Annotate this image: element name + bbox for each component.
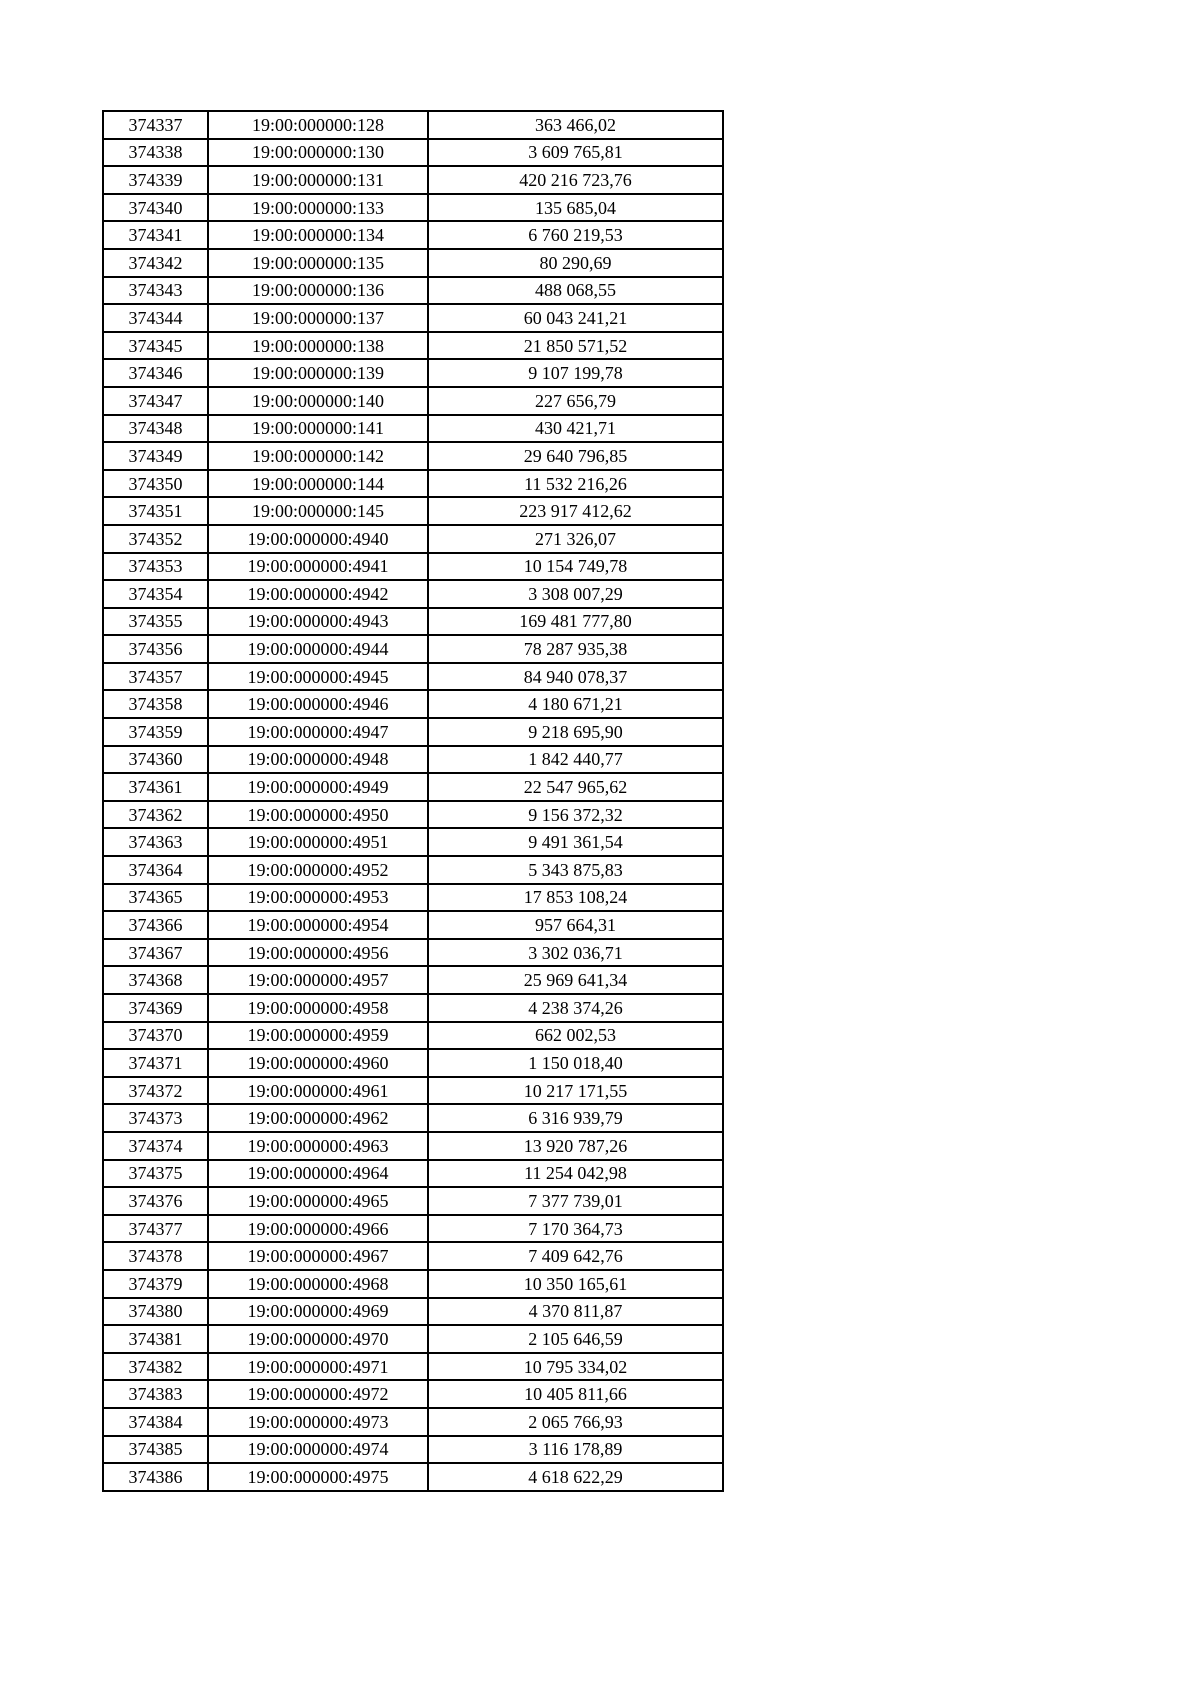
row-number-cell: 374361 — [103, 773, 208, 801]
amount-cell: 21 850 571,52 — [428, 332, 723, 360]
cadastral-number-cell: 19:00:000000:4941 — [208, 553, 428, 581]
cadastral-number-cell: 19:00:000000:141 — [208, 415, 428, 443]
row-number-cell: 374384 — [103, 1408, 208, 1436]
cadastral-number-cell: 19:00:000000:139 — [208, 359, 428, 387]
cadastral-number-cell: 19:00:000000:4954 — [208, 911, 428, 939]
amount-cell: 13 920 787,26 — [428, 1132, 723, 1160]
amount-cell: 10 405 811,66 — [428, 1380, 723, 1408]
cadastral-number-cell: 19:00:000000:4975 — [208, 1463, 428, 1491]
row-number-cell: 374372 — [103, 1077, 208, 1105]
row-number-cell: 374346 — [103, 359, 208, 387]
table-row — [103, 1022, 723, 1050]
table-row — [103, 1463, 723, 1491]
row-number-cell: 374374 — [103, 1132, 208, 1160]
table-row — [103, 1215, 723, 1243]
cadastral-number-cell: 19:00:000000:137 — [208, 304, 428, 332]
row-number-cell: 374385 — [103, 1436, 208, 1464]
table-row — [103, 1270, 723, 1298]
table-row — [103, 304, 723, 332]
cadastral-number-cell: 19:00:000000:4953 — [208, 884, 428, 912]
row-number-cell: 374347 — [103, 387, 208, 415]
table-row — [103, 221, 723, 249]
table-row — [103, 194, 723, 222]
row-number-cell: 374379 — [103, 1270, 208, 1298]
cadastral-number-cell: 19:00:000000:4946 — [208, 690, 428, 718]
table-row — [103, 1380, 723, 1408]
row-number-cell: 374350 — [103, 470, 208, 498]
cadastral-number-cell: 19:00:000000:4966 — [208, 1215, 428, 1243]
table-row — [103, 166, 723, 194]
cadastral-number-cell: 19:00:000000:4967 — [208, 1242, 428, 1270]
cadastral-number-cell: 19:00:000000:4964 — [208, 1160, 428, 1188]
table-row — [103, 553, 723, 581]
amount-cell: 5 343 875,83 — [428, 856, 723, 884]
table-row — [103, 525, 723, 553]
cadastral-number-cell: 19:00:000000:4959 — [208, 1022, 428, 1050]
cadastral-number-cell: 19:00:000000:4945 — [208, 663, 428, 691]
amount-cell: 1 150 018,40 — [428, 1049, 723, 1077]
table-row — [103, 856, 723, 884]
table-row — [103, 1187, 723, 1215]
cadastral-number-cell: 19:00:000000:4948 — [208, 746, 428, 774]
table-row — [103, 111, 723, 139]
row-number-cell: 374343 — [103, 277, 208, 305]
amount-cell: 6 316 939,79 — [428, 1104, 723, 1132]
cadastral-number-cell: 19:00:000000:4947 — [208, 718, 428, 746]
row-number-cell: 374371 — [103, 1049, 208, 1077]
table-row — [103, 608, 723, 636]
table-row — [103, 1298, 723, 1326]
row-number-cell: 374380 — [103, 1298, 208, 1326]
amount-cell: 4 618 622,29 — [428, 1463, 723, 1491]
row-number-cell: 374376 — [103, 1187, 208, 1215]
row-number-cell: 374356 — [103, 635, 208, 663]
cadastral-number-cell: 19:00:000000:4944 — [208, 635, 428, 663]
cadastral-number-cell: 19:00:000000:142 — [208, 442, 428, 470]
table-row — [103, 966, 723, 994]
amount-cell: 4 370 811,87 — [428, 1298, 723, 1326]
amount-cell: 78 287 935,38 — [428, 635, 723, 663]
table-row — [103, 746, 723, 774]
row-number-cell: 374386 — [103, 1463, 208, 1491]
amount-cell: 4 180 671,21 — [428, 690, 723, 718]
amount-cell: 223 917 412,62 — [428, 497, 723, 525]
table-row — [103, 690, 723, 718]
table-row — [103, 359, 723, 387]
cadastral-number-cell: 19:00:000000:4961 — [208, 1077, 428, 1105]
table-row — [103, 1436, 723, 1464]
table-row — [103, 139, 723, 167]
row-number-cell: 374382 — [103, 1353, 208, 1381]
cadastral-number-cell: 19:00:000000:4968 — [208, 1270, 428, 1298]
amount-cell: 22 547 965,62 — [428, 773, 723, 801]
row-number-cell: 374353 — [103, 553, 208, 581]
row-number-cell: 374362 — [103, 801, 208, 829]
amount-cell: 80 290,69 — [428, 249, 723, 277]
amount-cell: 60 043 241,21 — [428, 304, 723, 332]
amount-cell: 2 105 646,59 — [428, 1325, 723, 1353]
cadastral-number-cell: 19:00:000000:4957 — [208, 966, 428, 994]
cadastral-number-cell: 19:00:000000:4956 — [208, 939, 428, 967]
cadastral-number-cell: 19:00:000000:4940 — [208, 525, 428, 553]
amount-cell: 10 350 165,61 — [428, 1270, 723, 1298]
row-number-cell: 374381 — [103, 1325, 208, 1353]
cadastral-number-cell: 19:00:000000:4949 — [208, 773, 428, 801]
row-number-cell: 374363 — [103, 828, 208, 856]
row-number-cell: 374367 — [103, 939, 208, 967]
row-number-cell: 374375 — [103, 1160, 208, 1188]
cadastral-number-cell: 19:00:000000:4974 — [208, 1436, 428, 1464]
table-row — [103, 828, 723, 856]
amount-cell: 6 760 219,53 — [428, 221, 723, 249]
row-number-cell: 374342 — [103, 249, 208, 277]
table-row — [103, 773, 723, 801]
table-row — [103, 911, 723, 939]
table-row — [103, 939, 723, 967]
amount-cell: 3 609 765,81 — [428, 139, 723, 167]
row-number-cell: 374349 — [103, 442, 208, 470]
row-number-cell: 374366 — [103, 911, 208, 939]
amount-cell: 363 466,02 — [428, 111, 723, 139]
row-number-cell: 374351 — [103, 497, 208, 525]
table-row — [103, 1132, 723, 1160]
amount-cell: 9 156 372,32 — [428, 801, 723, 829]
amount-cell: 169 481 777,80 — [428, 608, 723, 636]
cadastral-number-cell: 19:00:000000:131 — [208, 166, 428, 194]
amount-cell: 10 217 171,55 — [428, 1077, 723, 1105]
table-row — [103, 635, 723, 663]
row-number-cell: 374354 — [103, 580, 208, 608]
cadastral-number-cell: 19:00:000000:4969 — [208, 1298, 428, 1326]
row-number-cell: 374358 — [103, 690, 208, 718]
table-row — [103, 249, 723, 277]
row-number-cell: 374368 — [103, 966, 208, 994]
table-row — [103, 1325, 723, 1353]
row-number-cell: 374344 — [103, 304, 208, 332]
amount-cell: 84 940 078,37 — [428, 663, 723, 691]
cadastral-number-cell: 19:00:000000:130 — [208, 139, 428, 167]
amount-cell: 488 068,55 — [428, 277, 723, 305]
cadastral-number-cell: 19:00:000000:4958 — [208, 994, 428, 1022]
table-row — [103, 1353, 723, 1381]
table-row — [103, 387, 723, 415]
row-number-cell: 374357 — [103, 663, 208, 691]
amount-cell: 9 218 695,90 — [428, 718, 723, 746]
cadastral-number-cell: 19:00:000000:138 — [208, 332, 428, 360]
cadastral-number-cell: 19:00:000000:136 — [208, 277, 428, 305]
row-number-cell: 374339 — [103, 166, 208, 194]
cadastral-number-cell: 19:00:000000:4972 — [208, 1380, 428, 1408]
row-number-cell: 374352 — [103, 525, 208, 553]
row-number-cell: 374338 — [103, 139, 208, 167]
cadastral-number-cell: 19:00:000000:4942 — [208, 580, 428, 608]
table-row — [103, 663, 723, 691]
row-number-cell: 374345 — [103, 332, 208, 360]
amount-cell: 271 326,07 — [428, 525, 723, 553]
row-number-cell: 374337 — [103, 111, 208, 139]
amount-cell: 135 685,04 — [428, 194, 723, 222]
cadastral-number-cell: 19:00:000000:145 — [208, 497, 428, 525]
data-table — [102, 110, 724, 1492]
amount-cell: 4 238 374,26 — [428, 994, 723, 1022]
table-row — [103, 497, 723, 525]
table-row — [103, 1408, 723, 1436]
cadastral-number-cell: 19:00:000000:140 — [208, 387, 428, 415]
table-row — [103, 1242, 723, 1270]
cadastral-number-cell: 19:00:000000:4951 — [208, 828, 428, 856]
row-number-cell: 374360 — [103, 746, 208, 774]
row-number-cell: 374364 — [103, 856, 208, 884]
cadastral-number-cell: 19:00:000000:4943 — [208, 608, 428, 636]
row-number-cell: 374373 — [103, 1104, 208, 1132]
amount-cell: 9 107 199,78 — [428, 359, 723, 387]
table-row — [103, 884, 723, 912]
row-number-cell: 374359 — [103, 718, 208, 746]
amount-cell: 29 640 796,85 — [428, 442, 723, 470]
table-row — [103, 277, 723, 305]
amount-cell: 420 216 723,76 — [428, 166, 723, 194]
amount-cell: 662 002,53 — [428, 1022, 723, 1050]
amount-cell: 3 302 036,71 — [428, 939, 723, 967]
row-number-cell: 374348 — [103, 415, 208, 443]
table-row — [103, 1049, 723, 1077]
cadastral-number-cell: 19:00:000000:4970 — [208, 1325, 428, 1353]
row-number-cell: 374378 — [103, 1242, 208, 1270]
cadastral-number-cell: 19:00:000000:134 — [208, 221, 428, 249]
cadastral-number-cell: 19:00:000000:4950 — [208, 801, 428, 829]
cadastral-number-cell: 19:00:000000:144 — [208, 470, 428, 498]
row-number-cell: 374377 — [103, 1215, 208, 1243]
row-number-cell: 374355 — [103, 608, 208, 636]
amount-cell: 430 421,71 — [428, 415, 723, 443]
amount-cell: 7 377 739,01 — [428, 1187, 723, 1215]
cadastral-number-cell: 19:00:000000:4965 — [208, 1187, 428, 1215]
cadastral-number-cell: 19:00:000000:133 — [208, 194, 428, 222]
row-number-cell: 374340 — [103, 194, 208, 222]
cadastral-number-cell: 19:00:000000:4962 — [208, 1104, 428, 1132]
table-row — [103, 442, 723, 470]
table-row — [103, 415, 723, 443]
amount-cell: 7 409 642,76 — [428, 1242, 723, 1270]
row-number-cell: 374383 — [103, 1380, 208, 1408]
amount-cell: 7 170 364,73 — [428, 1215, 723, 1243]
amount-cell: 11 532 216,26 — [428, 470, 723, 498]
row-number-cell: 374341 — [103, 221, 208, 249]
amount-cell: 9 491 361,54 — [428, 828, 723, 856]
amount-cell: 25 969 641,34 — [428, 966, 723, 994]
amount-cell: 1 842 440,77 — [428, 746, 723, 774]
amount-cell: 2 065 766,93 — [428, 1408, 723, 1436]
table-row — [103, 580, 723, 608]
amount-cell: 957 664,31 — [428, 911, 723, 939]
table-row — [103, 718, 723, 746]
table-row — [103, 1077, 723, 1105]
amount-cell: 11 254 042,98 — [428, 1160, 723, 1188]
amount-cell: 3 308 007,29 — [428, 580, 723, 608]
cadastral-number-cell: 19:00:000000:4952 — [208, 856, 428, 884]
table-row — [103, 470, 723, 498]
row-number-cell: 374369 — [103, 994, 208, 1022]
table-row — [103, 994, 723, 1022]
amount-cell: 10 795 334,02 — [428, 1353, 723, 1381]
row-number-cell: 374365 — [103, 884, 208, 912]
amount-cell: 3 116 178,89 — [428, 1436, 723, 1464]
table-row — [103, 1160, 723, 1188]
cadastral-number-cell: 19:00:000000:135 — [208, 249, 428, 277]
cadastral-number-cell: 19:00:000000:4963 — [208, 1132, 428, 1160]
cadastral-number-cell: 19:00:000000:4973 — [208, 1408, 428, 1436]
amount-cell: 10 154 749,78 — [428, 553, 723, 581]
amount-cell: 227 656,79 — [428, 387, 723, 415]
table-row — [103, 1104, 723, 1132]
table-body — [103, 111, 723, 1491]
table-row — [103, 801, 723, 829]
cadastral-number-cell: 19:00:000000:4960 — [208, 1049, 428, 1077]
cadastral-number-cell: 19:00:000000:4971 — [208, 1353, 428, 1381]
cadastral-number-cell: 19:00:000000:128 — [208, 111, 428, 139]
row-number-cell: 374370 — [103, 1022, 208, 1050]
table-row — [103, 332, 723, 360]
amount-cell: 17 853 108,24 — [428, 884, 723, 912]
